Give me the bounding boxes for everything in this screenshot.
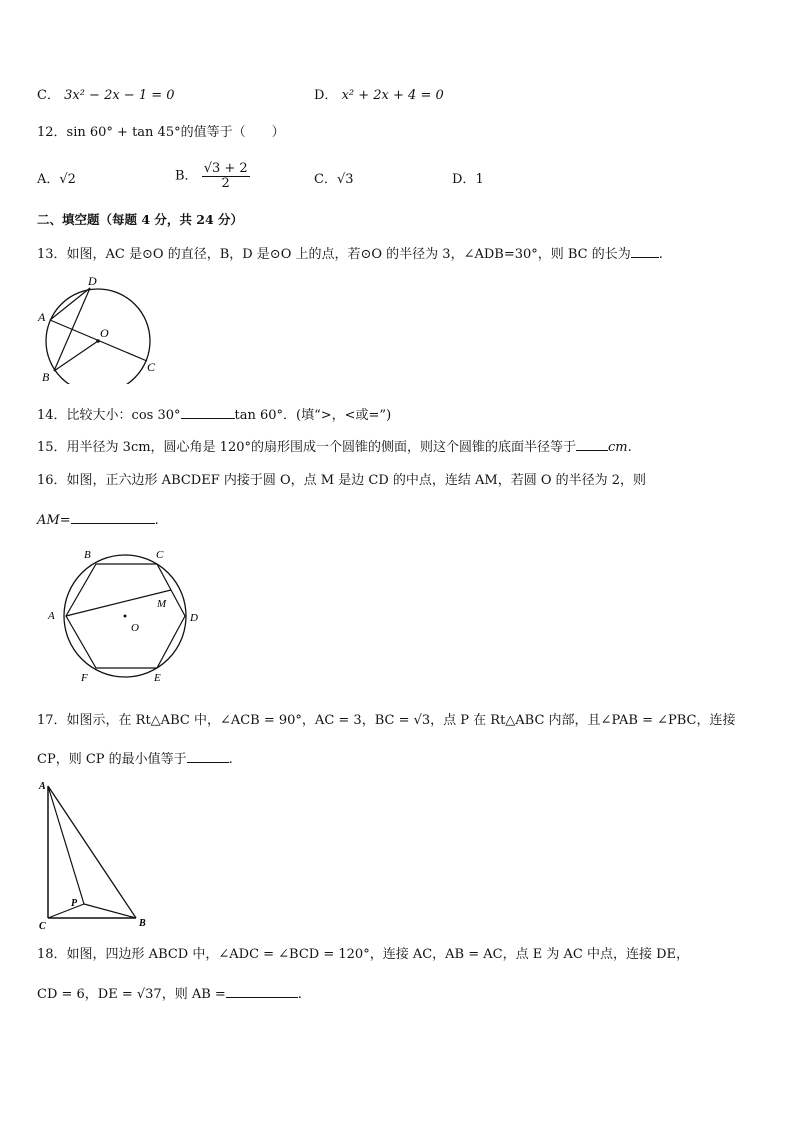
- q13-figure: [30, 272, 160, 384]
- q12-stem: 12．sin 60° + tan 45°的值等于（ ）: [37, 125, 285, 140]
- option-label: D．: [452, 172, 476, 187]
- fraction-denominator: 2: [221, 176, 230, 191]
- q12-option-c: [314, 172, 354, 188]
- question-text: 14．比较大小：cos 30°: [37, 408, 181, 423]
- label-b: B: [42, 370, 50, 384]
- label-f: F: [81, 672, 88, 684]
- label-o: O: [131, 622, 139, 634]
- fraction-numerator: √3 + 2: [203, 161, 248, 176]
- option-label: C．: [314, 172, 337, 187]
- label-p: P: [71, 898, 78, 909]
- answer-blank[interactable]: [187, 750, 229, 763]
- answer-blank[interactable]: [181, 406, 235, 419]
- q18-line1: 18．如图，四边形 ABCD 中，∠ADC = ∠BCD = 120°，连接 AC，AB = AC，点 E 为 AC 中点，连接 DE，: [37, 947, 689, 962]
- option-equation: x² + 2x + 4 = 0: [341, 88, 444, 103]
- question-text-end: tan 60°．(填“>，<或=”): [234, 408, 392, 423]
- q12-option-b: [175, 162, 250, 191]
- label-e: E: [154, 672, 161, 684]
- q14-text: [37, 406, 391, 424]
- label-c: C: [156, 549, 164, 561]
- q16-line1: 16．如图，正六边形 ABCDEF 内接于圆 O，点 M 是边 CD 的中点，连结 AM，若圆 O 的半径为 2，则: [37, 473, 647, 488]
- label-c: C: [147, 360, 156, 374]
- question-text: CP，则 CP 的最小值等于: [37, 752, 187, 767]
- question-text: CD = 6，DE = √37，则 AB =: [37, 987, 226, 1002]
- option-label: A．: [37, 172, 60, 187]
- label-a: A: [48, 610, 55, 622]
- center-point: [124, 615, 127, 618]
- label-c: C: [39, 921, 46, 930]
- label-a: A: [39, 781, 46, 792]
- q11-option-d: [314, 88, 444, 104]
- answer-blank[interactable]: [71, 511, 155, 524]
- label-d: D: [88, 274, 97, 288]
- question-text-end: .: [297, 987, 302, 1002]
- q17-figure: [34, 778, 154, 930]
- option-label: D．: [314, 88, 338, 103]
- q15-text: [37, 438, 632, 456]
- option-value: √3: [336, 172, 354, 187]
- q12-option-d: [452, 172, 484, 188]
- option-equation: 3x² − 2x − 1 = 0: [64, 88, 175, 103]
- segment-ab: [48, 786, 136, 918]
- segment-pc: [48, 904, 84, 918]
- section-title: 二、填空题（每题 4 分，共 24 分）: [37, 212, 244, 227]
- segment-da: [50, 288, 90, 320]
- label-b: B: [84, 549, 91, 561]
- answer-blank[interactable]: [226, 985, 298, 998]
- q11-option-c: [37, 88, 175, 104]
- option-value: √2: [59, 172, 76, 187]
- q18-line2: [37, 985, 302, 1003]
- fraction: [202, 162, 250, 191]
- label-d: D: [190, 612, 198, 624]
- label-o: O: [100, 326, 109, 340]
- segment-ap: [48, 786, 84, 904]
- question-text: AM=: [37, 513, 71, 528]
- option-label: C．: [37, 88, 60, 103]
- question-text-end: .: [228, 752, 233, 767]
- question-end: .: [658, 247, 663, 262]
- segment-am: [66, 590, 171, 616]
- question-text: 13．如图，AC 是⊙O 的直径，B，D 是⊙O 上的点，若⊙O 的半径为 3，∠ADB=30°，则 BC 的长为: [37, 247, 631, 262]
- answer-blank[interactable]: [631, 245, 659, 258]
- question-text: 15．用半径为 3cm，圆心角是 120°的扇形围成一个圆锥的侧面，则这个圆锥的底面半径等于: [37, 440, 576, 455]
- answer-blank[interactable]: [576, 438, 608, 451]
- question-text-end: .: [154, 513, 159, 528]
- q17-line2: [37, 750, 233, 768]
- q16-line2: [37, 511, 159, 529]
- label-a: A: [38, 310, 46, 324]
- q16-figure: [42, 545, 207, 685]
- option-value: 1: [475, 172, 484, 187]
- q12-option-a: [37, 172, 76, 188]
- q13-text: [37, 245, 663, 263]
- option-label: B．: [175, 168, 198, 184]
- label-m: M: [157, 598, 167, 610]
- label-b: B: [139, 918, 146, 929]
- q17-line1: 17．如图示，在 Rt△ABC 中，∠ACB = 90°，AC = 3，BC = √3，点 P 在 Rt△ABC 内部，且∠PAB = ∠PBC，连接: [37, 713, 736, 728]
- question-text-end: cm.: [608, 440, 632, 455]
- circle-o: [46, 289, 150, 384]
